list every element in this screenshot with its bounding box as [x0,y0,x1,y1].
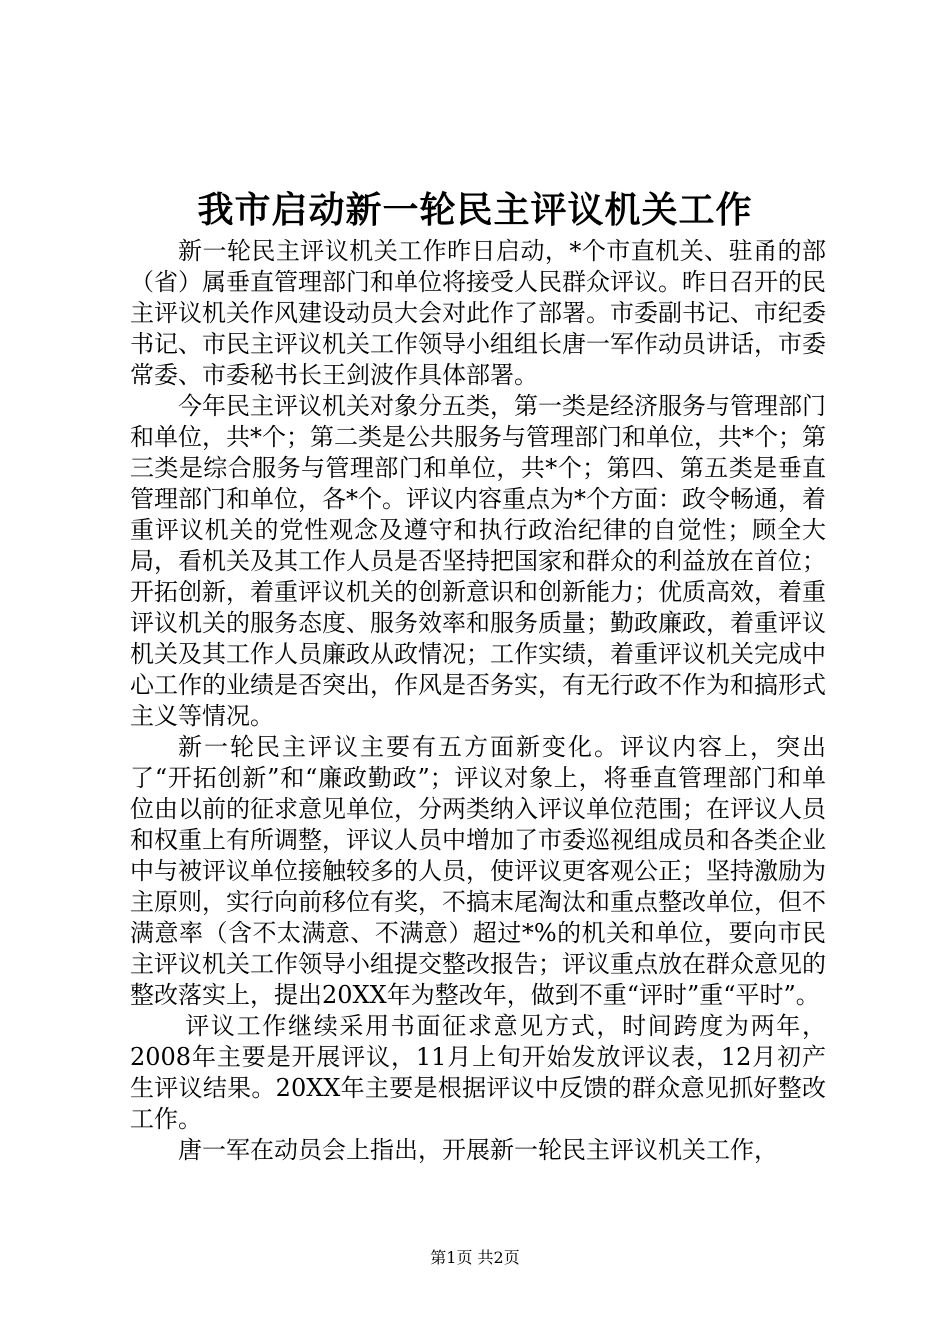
paragraph: 今年民主评议机关对象分五类，第一类是经济服务与管理部门和单位，共*个；第二类是公共服务与管理部门和单位，共*个；第三类是综合服务与管理部门和单位，共*个；第四、第五类是垂直管理部门和单位，各*个。评议内容重点为*个方面：政令畅通，着重评议机关的党性观念及遵守和执行政治纪律的自觉性；顾全大局，看机关及其工作人员是否坚持把国家和群众的利益放在首位；开拓创新，着重评议机关的创新意识和创新能力；优质高效，着重评议机关的服务态度、服务效率和服务质量；勤政廉政，着重评议机关及其工作人员廉政从政情况；工作实绩，着重评议机关完成中心工作的业绩是否突出，作风是否务实，有无行政不作为和搞形式主义等情况。 [130,392,826,730]
paragraph: 新一轮民主评议机关工作昨日启动，*个市直机关、驻甬的部（省）属垂直管理部门和单位将接受人民群众评议。昨日召开的民主评议机关作风建设动员大会对此作了部署。市委副书记、市纪委书记、市民主评议机关工作领导小组组长唐一军作动员讲话，市委常委、市委秘书长王剑波作具体部署。 [130,237,826,389]
paragraph: 评议工作继续采用书面征求意见方式，时间跨度为两年，2008年主要是开展评议，11月上旬开始发放评议表，12月初产生评议结果。20XX年主要是根据评议中反馈的群众意见抓好整改工作。 [130,1012,826,1133]
paragraph: 唐一军在动员会上指出，开展新一轮民主评议机关工作， [178,1136,778,1164]
document-body [130,236,826,1166]
document-title: 我市启动新一轮民主评议机关工作 [197,189,753,231]
page-indicator: 第1页 共2页 [430,1248,520,1267]
paragraph: 新一轮民主评议主要有五方面新变化。评议内容上，突出了“开拓创新”和“廉政勤政”；评议对象上，将垂直管理部门和单位由以前的征求意见单位，分两类纳入评议单位范围；在评议人员和权重上有所调整，评议人员中增加了市委巡视组成员和各类企业中与被评议单位接触较多的人员，使评议更客观公正；坚持激励为主原则，实行向前移位有奖，不搞末尾淘汰和重点整改单位，但不满意率（含不太满意、不满意）超过*%的机关和单位，要向市民主评议机关工作领导小组提交整改报告；评议重点放在群众意见的整改落实上，提出20XX年为整改年，做到不重“评时”重“平时”。 [130,733,826,1009]
